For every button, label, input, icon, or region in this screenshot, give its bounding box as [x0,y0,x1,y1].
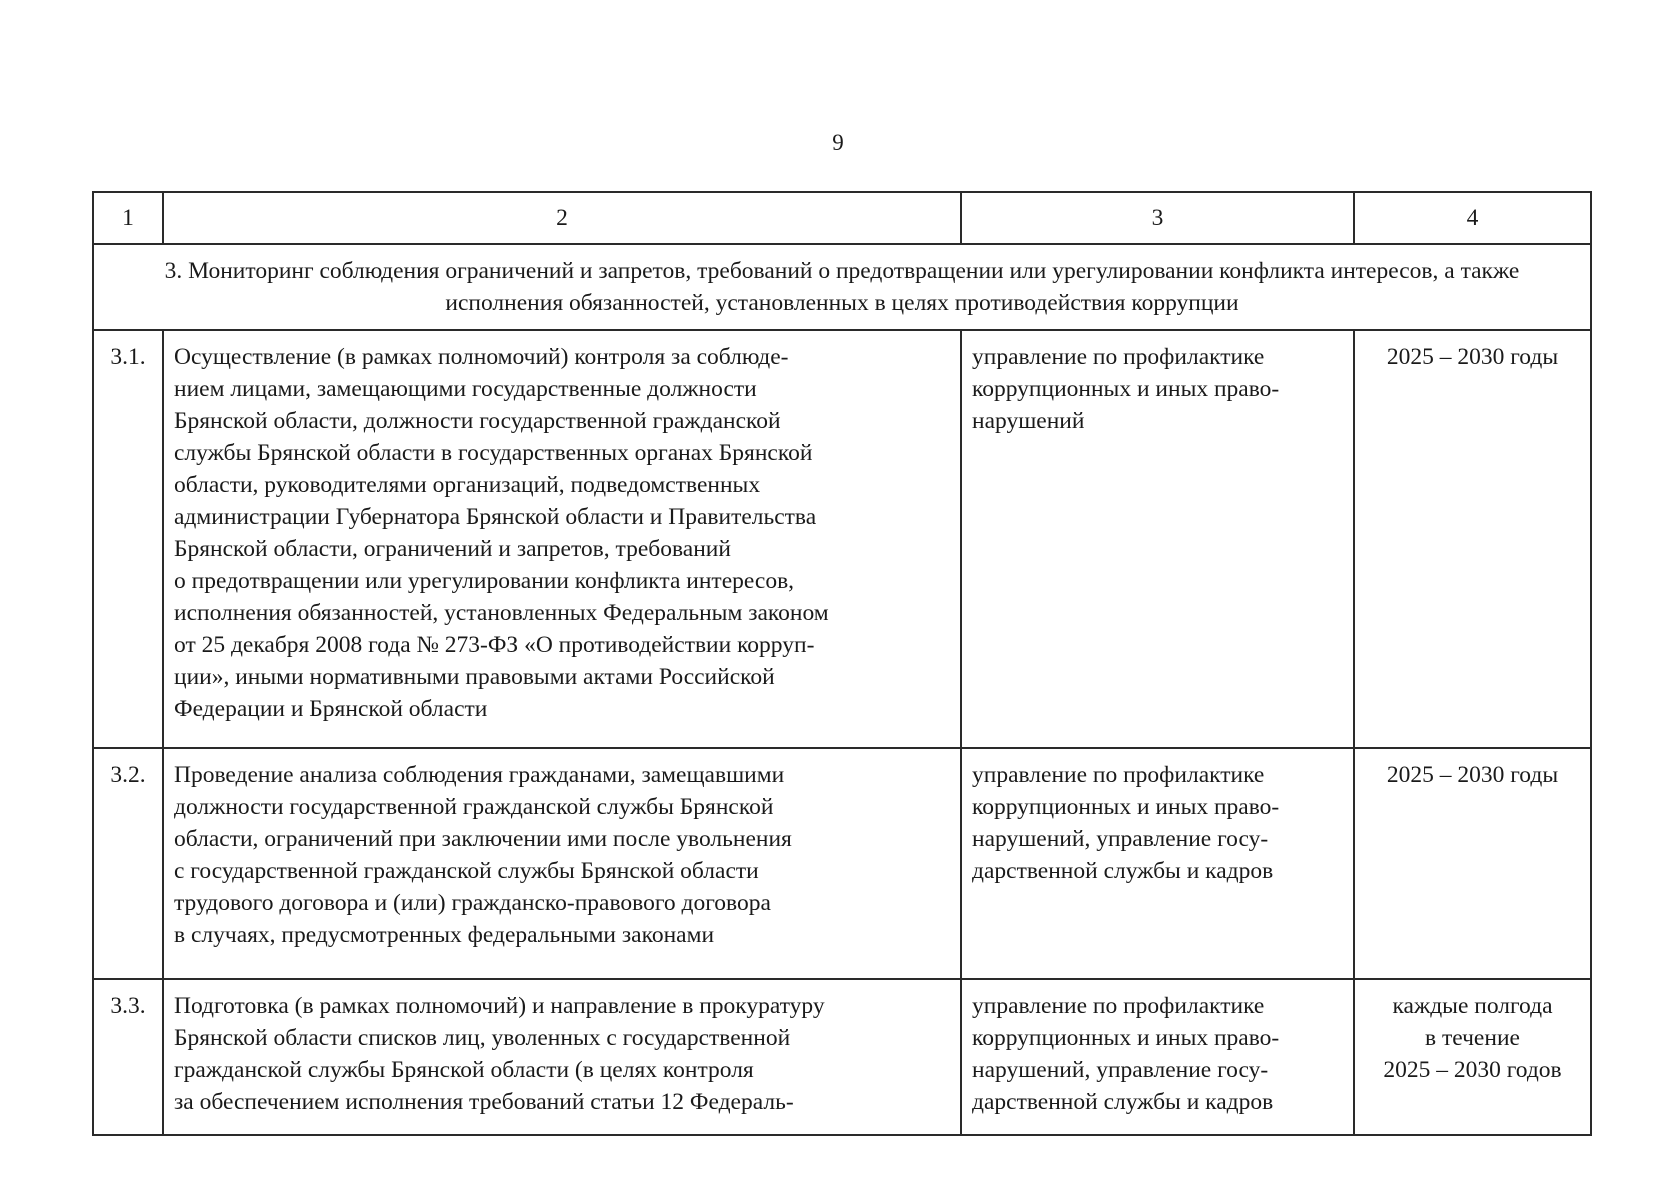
row-number: 3.2. [93,748,163,979]
row-description: Проведение анализа соблюдения гражданами, замещавшими должности государственной гражданской службы Брянской области, ограничений при заключении ими после увольнения с государственной гражданской службы Брянской области трудового договора и (или) гражданско-правового договора в случаях, предусмотренных федеральными законами [163,748,961,979]
page-number: 9 [832,130,844,155]
table-row [93,748,1591,979]
row-responsible: управление по профилактике коррупционных и иных право- нарушений, управление госу- дарственной службы и кадров [961,748,1354,979]
row-description: Подготовка (в рамках полномочий) и направление в прокуратуру Брянской области списков лиц, уволенных с государственной гражданской службы Брянской области (в целях контроля за обеспечением исполнения требований статьи 12 Федераль- [163,979,961,1135]
measures-table [92,191,1592,1136]
column-number-2: 2 [163,192,961,244]
table-row [93,979,1591,1135]
row-responsible: управление по профилактике коррупционных и иных право- нарушений [961,330,1354,748]
row-term: 2025 – 2030 годы [1354,330,1591,748]
row-number: 3.3. [93,979,163,1135]
column-number-row [93,192,1591,244]
section-row [93,244,1591,330]
column-number-1: 1 [93,192,163,244]
row-term: каждые полгода в течение 2025 – 2030 годов [1354,979,1591,1135]
table-row [93,330,1591,748]
column-number-4: 4 [1354,192,1591,244]
row-description: Осуществление (в рамках полномочий) контроля за соблюде- нием лицами, замещающими государственные должности Брянской области, должности государственной гражданской службы Брянской области в государственных органах Брянской области, руководителями организаций, подведомственных администрации Губернатора Брянской области и Правительства Брянской области, ограничений и запретов, требований о предотвращении или урегулировании конфликта интересов, исполнения обязанностей, установленных Федеральным законом от 25 декабря 2008 года № 273-ФЗ «О противодействии корруп- ции», иными нормативными правовыми актами Российской Федерации и Брянской области [163,330,961,748]
row-number: 3.1. [93,330,163,748]
row-responsible: управление по профилактике коррупционных и иных право- нарушений, управление госу- дарственной службы и кадров [961,979,1354,1135]
column-number-3: 3 [961,192,1354,244]
row-term: 2025 – 2030 годы [1354,748,1591,979]
section-title: 3. Мониторинг соблюдения ограничений и запретов, требований о предотвращении или урегулировании конфликта интересов, а также исполнения обязанностей, установленных в целях противодействия коррупции [93,244,1591,330]
